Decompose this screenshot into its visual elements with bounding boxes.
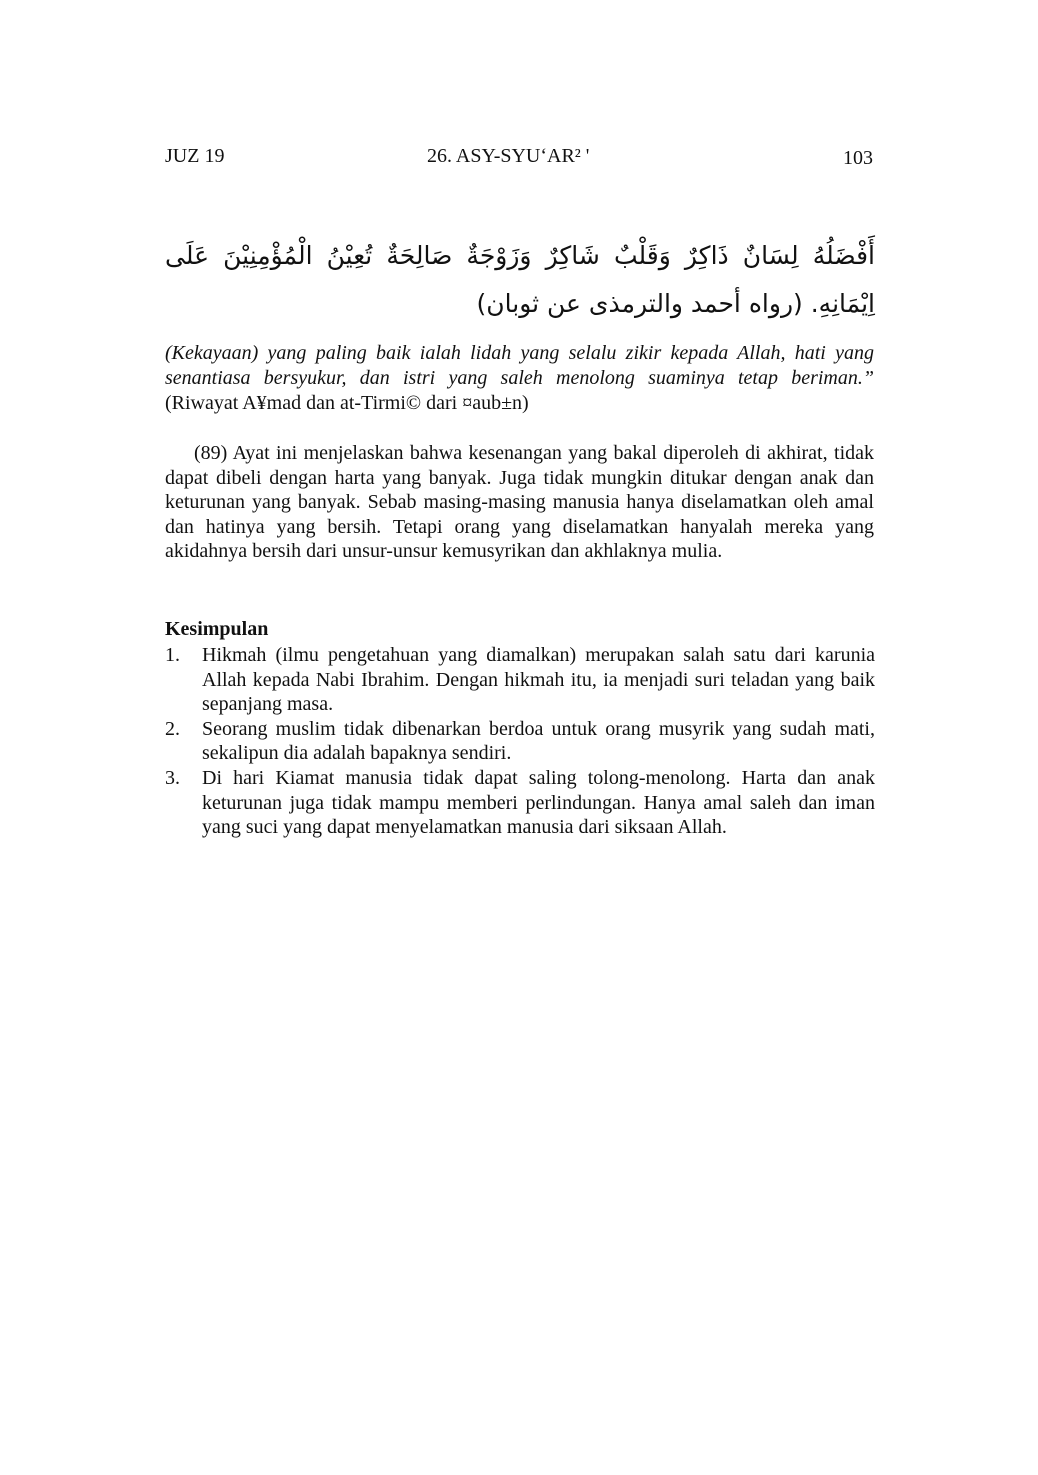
item-text: Seorang muslim tidak dibenarkan berdoa untuk orang musyrik yang sudah mati, sekalipun dia adalah bapaknya sendiri. bbox=[202, 717, 875, 765]
hadith-translation bbox=[165, 341, 874, 416]
conclusion-item-3 bbox=[165, 766, 875, 840]
paragraph-89: (89) Ayat ini menjelaskan bahwa kesenangan yang bakal diperoleh di akhirat, tidak dapat dibeli dengan harta yang banyak. Juga tidak mungkin ditukar dengan anak dan keturunan yang banyak. Sebab masing-masing manusia hanya diselamatkan oleh amal dan hatinya yang bersih. Tetapi orang yang diselamatkan hanyalah mereka yang akidahnya bersih dari unsur-unsur kemusyrikan dan akhlaknya mulia. bbox=[165, 442, 874, 563]
page-number: 103 bbox=[843, 147, 873, 169]
surah-title: 26. ASY-SYU‘AR² ' bbox=[427, 145, 590, 167]
page-header bbox=[165, 145, 873, 175]
translation-quote: (Kekayaan) yang paling baik ialah lidah yang selalu zikir kepada Allah, hati yang senantiasa bersyukur, dan istri yang saleh menolong suaminya tetap beriman.” bbox=[165, 342, 874, 389]
juz-label: JUZ 19 bbox=[165, 145, 225, 167]
item-number: 3. bbox=[165, 766, 180, 789]
conclusion-item-1 bbox=[165, 643, 875, 717]
conclusion-heading: Kesimpulan bbox=[165, 618, 269, 640]
item-number: 1. bbox=[165, 644, 180, 666]
conclusion-item-2 bbox=[165, 717, 875, 766]
item-text: Hikmah (ilmu pengetahuan yang diamalkan) merupakan salah satu dari karunia Allah kepada Nabi Ibrahim. Dengan hikmah itu, ia menjadi suri teladan yang baik sepanjang masa. bbox=[202, 644, 875, 716]
translation-source: (Riwayat A¥mad dan at-Tirmi© dari ¤aub±n) bbox=[165, 392, 529, 414]
item-text: Di hari Kiamat manusia tidak dapat saling tolong-menolong. Harta dan anak keturunan juga tidak mampu memberi perlindungan. Hanya amal saleh dan iman yang suci yang dapat menyelamatkan manusia dari siksaan Allah. bbox=[202, 766, 875, 839]
hadith-arabic-text: أَفْضَلُهُ لِسَانٌ ذَاكِرٌ وَقَلْبٌ شَاكِرٌ وَزَوْجَةٌ صَالِحَةٌ تُعِيْنُ الْمُؤْمِنِيْنَ عَلَى اِيْمَانِهِ. (رواه أحمد والترمذى عن ثوبان) bbox=[165, 241, 875, 318]
item-number: 2. bbox=[165, 717, 180, 740]
conclusion-list bbox=[165, 643, 875, 840]
